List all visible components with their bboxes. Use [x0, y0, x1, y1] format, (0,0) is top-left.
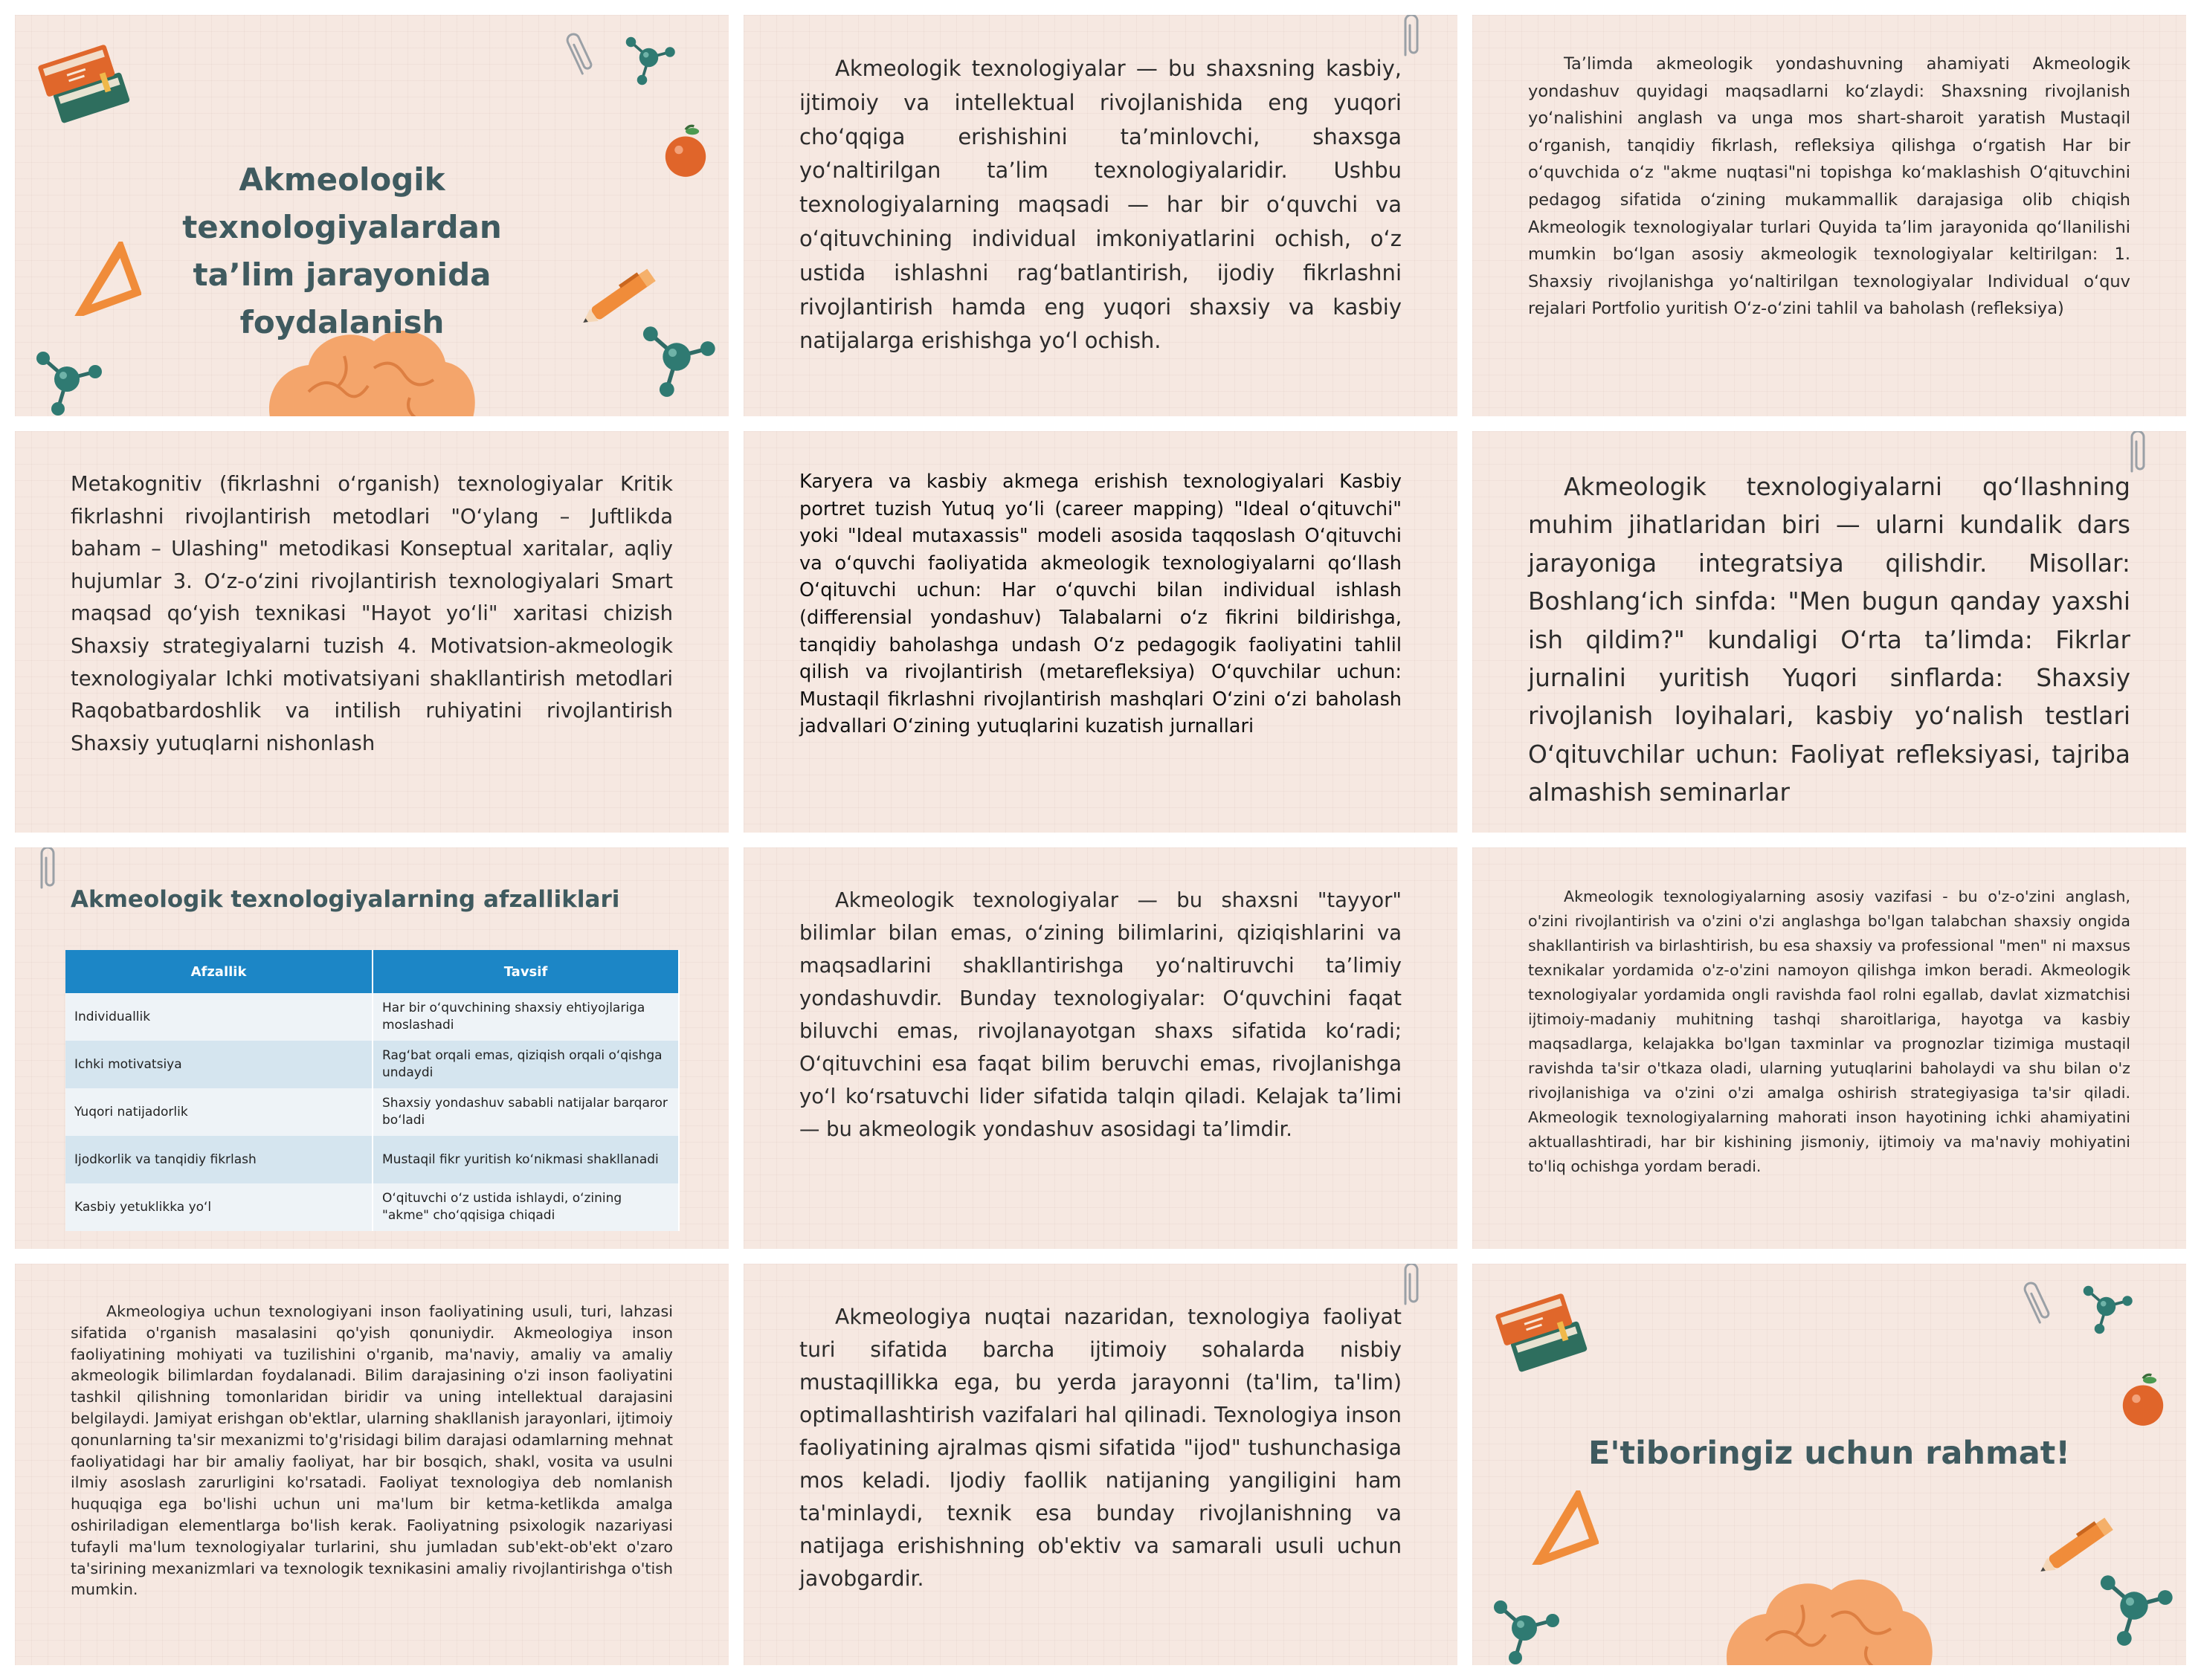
slide-title: [15, 15, 729, 416]
advantages-table: [65, 950, 680, 1231]
brain-icon: [1684, 1557, 1967, 1665]
slide-integration: [1472, 431, 2186, 833]
table-row: [65, 993, 679, 1041]
slide-definition: [744, 15, 1457, 416]
slide-approach: [744, 847, 1457, 1249]
table-cell: O‘qituvchi o‘z ustida ishlaydi, o‘zining "akme" cho‘qqisiga chiqadi: [373, 1183, 679, 1231]
slide-text: Karyera va kasbiy akmega erishish texnologiyalari Kasbiy portret tuzish Yutuq yo‘li (career mapping) "Ideal o‘qituvchi" yoki "Ideal mutaxassis" modeli asosida taqqoslash O‘qituvchi va o‘quvchi faoliyatida akmeologik texnologiyalarni qo‘llash O‘qituvchi uchun: Har o‘quvchi bilan individual ishlash (differensial yondashuv) Talabalarni o‘z fikrini bildirishga, tanqidiy baholashga undash O‘z pedagogik faoliyatini tahlil qilish va rivojlantirish (metarefleksiya) O‘quvchilar uchun: Mustaqil fikrlashni rivojlantirish mashqlari O‘zini o‘zi baholash jadvallari O‘zining yutuqlarini kuzatish jurnallari: [799, 471, 1402, 738]
table-cell: Shaxsiy yondashuv sababli natijalar barqaror bo‘ladi: [373, 1088, 679, 1136]
molecule-icon: [30, 342, 104, 416]
table-cell: Mustaqil fikr yuritish ko‘nikmasi shakllanadi: [373, 1136, 679, 1183]
slide-advantages: [15, 847, 729, 1249]
table-row: [65, 1136, 679, 1183]
slide-text: Akmeologiya nuqtai nazaridan, texnologiya faoliyat turi sifatida barcha ijtimoiy sohalarda nisbiy mustaqillikka ega, bu yerda jarayonni (ta'lim, ta'lim) optimallashtirish vazifalari hal qilinadi. Texnologiya inson faoliyatining ajralmas qismi sifatida "ijod" tushunchasiga mos keladi. Ijodiy faollik natijaning yangiligini ham ta'minlaydi, texnik esa bunday rivojlanishning va natijaga erishishning ob'ektiv va samarali usuli uchun javobgardir.: [799, 1305, 1402, 1591]
slide-text: Akmeologik texnologiyalarning asosiy vazifasi - bu o'z-o'zini anglash, o'zini rivojlantirish va o'zini o'zi anglashga bo'lgan talabchan shaxsiy ongida shakllantirish va birlashtirish, bu esa shaxsiy va professional "men" ni maxsus texnikalar yordamida o'z-o'zini namoyon qilishga imkon beradi. Akmeologik texnologiyalar yordamida ongli ravishda faol rolni egallab, davlat xizmatchisi ijtimoiy-madaniy muhitning tashqi sharoitlariga, hayotga va kasbiy maqsadlarga, kelajakka bo'lgan taxminlar va prognozlar tizimiga mustaqil ravishda ta'sir o'tkaza oladi, ularning yutuqlarini baholaydi va shu bilan o'z rivojlanishiga va o'zini o'zi amalga oshirish strategiyasiga ta'sir qiladi. Akmeologik texnologiyalarning mahorati inson hayotining ichki ahamiyatini aktuallashtiradi, har bir kishining jismoniy, ijtimoiy va ma'naviy mohiyatini to'liq ochishga yordam beradi.: [1528, 888, 2130, 1175]
slide-text: Akmeologiya uchun texnologiyani inson faoliyatining usuli, turi, lahzasi sifatida o'rganish masalasini qo'yish qonuniydir. Akmeologiya inson faoliyatining mohiyati va tuzilishini o'rganib, ma'naviy, amaliy va amaliy akmeologik bilimlardan foydalanadi. Bilim darajasining o'zi inson faoliyatini tashkil qilishning tomonlaridan biridir va uning intellektual darajasini belgilaydi. Jamiyat erishgan ob'ektlar, ularning shakllanish jarayonlari, ijtimoiy qonunlarning ta'sir mexanizmi to'g'risidagi bilim darajasi odamlarning mehnat faoliyatidagi har bir amaliy faoliyat, har bir bosqich, shakl, vosita va usulni ilmiy asoslash zarurligini ko'rsatadi. Faoliyat texnologiya deb nomlanish huquqiga ega bo'lishi uchun uni ma'lum bir ketma-ketlikda amalga oshiriladigan elementlarga bo'lish kerak. Faoliyatning psixologik nazariyasi tufayli ma'lum texnologiyalar turlarini, shu jumladan sub'ekt-ob'ekt o'zaro ta'sirining mexanizmlari va texnologik texnikasini amaliy rivojlantirishga o'tish mumkin.: [71, 1302, 673, 1599]
triangle-ruler-icon: [1509, 1490, 1599, 1565]
table-cell: Rag‘bat orqali emas, qiziqish orqali o‘qishga undaydi: [373, 1041, 679, 1088]
slide-main-task: [1472, 847, 2186, 1249]
table-cell: Kasbiy yetuklikka yo‘l: [65, 1183, 373, 1231]
molecule-icon: [2093, 1565, 2175, 1647]
table-cell: Har bir o‘quvchining shaxsiy ehtiyojlariga moslashadi: [373, 993, 679, 1041]
slide-metacognitive: [15, 431, 729, 833]
paperclip-icon: [33, 847, 62, 895]
table-header-row: [65, 950, 679, 993]
column-header: Afzallik: [65, 950, 373, 993]
slide-career: [744, 431, 1457, 833]
books-icon: [37, 37, 134, 126]
table-cell: Ichki motivatsiya: [65, 1041, 373, 1088]
table-row: [65, 1088, 679, 1136]
molecule-icon: [2078, 1279, 2134, 1334]
slide-importance: [1472, 15, 2186, 416]
molecule-icon: [636, 316, 718, 398]
table-cell: Individuallik: [65, 993, 373, 1041]
paperclip-icon: [555, 25, 605, 84]
paperclip-icon: [2013, 1273, 2062, 1333]
apple-icon: [660, 123, 711, 182]
slide-text: Ta’limda akmeologik yondashuvning ahamiyati Akmeologik yondashuv quyidagi maqsadlarni ko‘zlaydi: Shaxsning rivojlanish yo‘nalishini anglash va unga mos shart-sharoit yaratish Mustaqil o‘rganish, tanqidiy fikrlash, refleksiya qilishga o‘rgatish Har bir o‘quvchida o‘z "akme nuqtasi"ni topishga ko‘maklashish O‘qituvchini pedagog sifatida o‘zining mukammallik darajasiga olib chiqish Akmeologik texnologiyalar turlari Quyida ta’lim jarayonida qo‘llanilishi mumkin bo‘lgan asosiy akmeologik texnologiyalar keltirilgan: 1. Shaxsiy rivojlanishga yo‘naltirilgan texnologiyalar Individual o‘quv rejalari Portfolio yuritish O‘z-o‘zini tahlil va baholash (refleksiya): [1528, 54, 2130, 319]
molecule-icon: [621, 30, 677, 85]
table-title: Akmeologik texnologiyalarning afzalliklari: [71, 886, 620, 913]
table-cell: Yuqori natijadorlik: [65, 1088, 373, 1136]
slide-text: Akmeologik texnologiyalar — bu shaxsning kasbiy, ijtimoiy va intellektual rivojlanishida eng yuqori cho‘qqiga erishishini ta’minlovchi, shaxsga yo‘naltirilgan ta’lim texnologiyalaridir. Ushbu texnologiyalarning maqsadi — har bir o‘quvchi va o‘qituvchining individual imkoniyatlarini ochish, o‘z ustida ishlashni rag‘batlantirish, ijodiy fikrlashni rivojlantirish hamda eng yuqori shaxsiy va kasbiy natijalarga erishishga yo‘l ochish.: [799, 56, 1402, 354]
column-header: Tavsif: [373, 950, 679, 993]
slide-thanks: [1472, 1264, 2186, 1665]
thanks-title: E'tiboringiz uchun rahmat!: [1588, 1435, 2070, 1472]
slide-text: Metakognitiv (fikrlashni o‘rganish) texnologiyalar Kritik fikrlashni rivojlantirish metodlari "O‘ylang – Juftlikda baham – Ulashing" metodikasi Konseptual xaritalar, aqliy hujumlar 3. O‘z-o‘zini rivojlantirish texnologiyalari Smart maqsad qo‘yish texnikasi "Hayot yo‘li" xaritasi chizish Shaxsiy strategiyalarni tuzish 4. Motivatsion-akmeologik texnologiyalar Ichki motivatsiyani shakllantirish metodlari Raqobatbardoshlik va intilish ruhiyatini rivojlantirish Shaxsiy yutuqlarni nishonlash: [71, 473, 673, 755]
molecule-icon: [1487, 1591, 1562, 1665]
slide-text: Akmeologik texnologiyalarni qo‘llashning muhim jihatlaridan biri — ularni kundalik dars jarayoniga integratsiya qilishdir. Misollar: Boshlang‘ich sinfda: "Men bugun qanday yaxshi ish qildim?" kundaligi O‘rta ta’limda: Fikrlar jurnalini yuritish Yuqori sinflarda: Shaxsiy rivojlanish loyihalari, kasbiy yo‘nalish testlari O‘qituvchilar uchun: Faoliyat refleksiyasi, tajriba almashish seminarlar: [1528, 473, 2130, 807]
table-row: [65, 1183, 679, 1231]
apple-icon: [2118, 1372, 2168, 1431]
slide-viewpoint: [744, 1264, 1457, 1665]
books-icon: [1495, 1286, 1591, 1375]
slide-akmeology-technology: [15, 1264, 729, 1665]
slide-text: Akmeologik texnologiyalar — bu shaxsni "tayyor" bilimlar bilan emas, o‘zining bilimlarini, qiziqishlarini va maqsadlarini shakllantirishga yo‘naltiruvchi ta’limiy yondashuvdir. Bunday texnologiyalar: O‘quvchini faqat biluvchi emas, rivojlanayotgan shaxs sifatida ko‘radi; O‘qituvchini esa faqat bilim beruvchi emas, rivojlanishga yo‘l ko‘rsatuvchi lider sifatida talqin qiladi. Kelajak ta’limi — bu akmeologik yondashuv asosidagi ta’limdir.: [799, 889, 1402, 1141]
table-row: [65, 1041, 679, 1088]
table-cell: Ijodkorlik va tanqidiy fikrlash: [65, 1136, 373, 1183]
presentation-title: Akmeologik texnologiyalardan ta’lim jarayonida foydalanish: [182, 161, 502, 340]
